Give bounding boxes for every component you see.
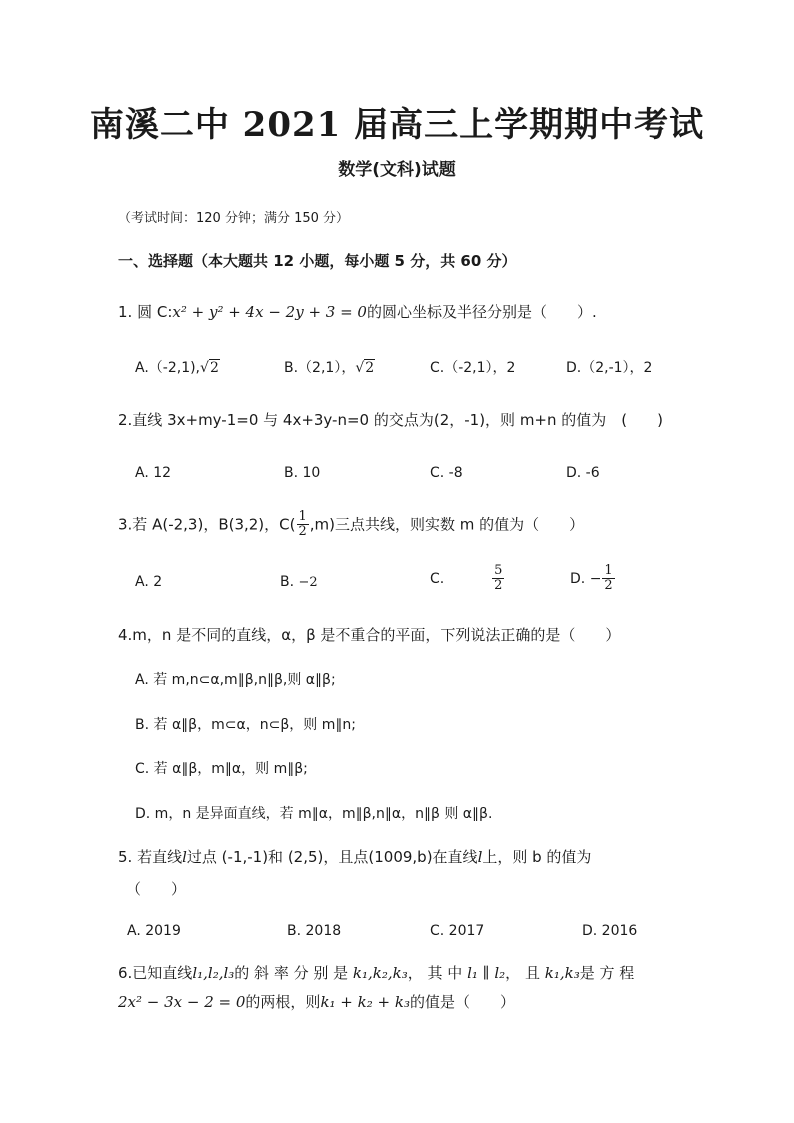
question-5-stem: 5. 若直线l过点 (-1,-1)和 (2,5)，且点(1009,b)在直线l上，则 b 的值为 bbox=[118, 848, 592, 866]
q1-equation: x² + y² + 4x − 2y + 3 = 0 bbox=[172, 303, 367, 321]
q3-option-d: D. − $\frac{1}{2}$ bbox=[570, 563, 613, 594]
page-subtitle: 数学(文科)试题 bbox=[338, 160, 456, 180]
q4-option-c: C. 若 α∥β，m∥α，则 m∥β; bbox=[135, 761, 308, 777]
q3-option-a: A. 2 bbox=[135, 574, 163, 590]
q1-option-b: B.（2,1），√2 bbox=[284, 360, 375, 376]
question-3-stem: 3.若 A(-2,3)，B(3,2)，C( $\frac{1}{2}$ ,m)三点共线，则实数 m 的值为（ ） bbox=[118, 509, 585, 540]
q3-option-b: B. −2 bbox=[280, 574, 318, 590]
page-title: 南溪二中 2021 届高三上学期期中考试 bbox=[89, 105, 705, 145]
q4-option-d: D. m，n 是异面直线，若 m∥α，m∥β,n∥α，n∥β 则 α∥β. bbox=[135, 806, 493, 822]
q1-option-a: A.（-2,1),√2 bbox=[135, 360, 219, 376]
fraction: $\frac{1}{2}$ bbox=[604, 563, 613, 594]
q4-option-b: B. 若 α∥β，m⊂α，n⊂β，则 m∥n; bbox=[135, 717, 356, 733]
exam-info: （考试时间：120 分钟；满分 150 分） bbox=[118, 211, 350, 226]
question-1-stem bbox=[118, 301, 597, 322]
q3-option-c: C. $\frac{5}{2}$ bbox=[430, 563, 503, 594]
fraction: $\frac{5}{2}$ bbox=[494, 563, 503, 594]
question-6-stem-line2: 2x² − 3x − 2 = 0的两根，则k₁ + k₂ + k₃的值是（ ） bbox=[118, 993, 515, 1011]
q2-option-b: B. 10 bbox=[284, 465, 321, 481]
q2-option-c: C. -8 bbox=[430, 465, 463, 481]
question-5-paren: （ ） bbox=[126, 880, 187, 898]
sqrt-icon: √2 bbox=[355, 360, 375, 376]
q1-prefix: 1. 圆 C: bbox=[118, 303, 173, 321]
fraction: $\frac{1}{2}$ bbox=[298, 509, 307, 540]
question-6-stem-line1: 6.已知直线l₁,l₂,l₃的 斜 率 分 别 是 k₁,k₂,k₃， 其 中 l₁ ∥ l₂， 且 k₁,k₃是 方 程 bbox=[118, 964, 635, 982]
q5-option-d: D. 2016 bbox=[582, 923, 638, 939]
q5-option-c: C. 2017 bbox=[430, 923, 485, 939]
section-heading: 一、选择题（本大题共 12 小题，每小题 5 分，共 60 分） bbox=[118, 252, 517, 270]
q1-suffix: 的圆心坐标及半径分别是（ ）. bbox=[366, 303, 597, 321]
question-2-stem: 2.直线 3x+my-1=0 与 4x+3y-n=0 的交点为(2，-1)，则 m+n 的值为 ( ) bbox=[118, 411, 663, 429]
q5-option-b: B. 2018 bbox=[287, 923, 342, 939]
q1-option-c: C.（-2,1），2 bbox=[430, 360, 516, 376]
q4-option-a: A. 若 m,n⊂α,m∥β,n∥β,则 α∥β; bbox=[135, 672, 336, 688]
q5-option-a: A. 2019 bbox=[127, 923, 181, 939]
question-4-stem: 4.m，n 是不同的直线，α，β 是不重合的平面，下列说法正确的是（ ） bbox=[118, 626, 621, 644]
q2-option-d: D. -6 bbox=[566, 465, 600, 481]
q2-option-a: A. 12 bbox=[135, 465, 172, 481]
q1-option-d: D.（2,-1），2 bbox=[566, 360, 653, 376]
sqrt-icon: √2 bbox=[200, 360, 219, 376]
